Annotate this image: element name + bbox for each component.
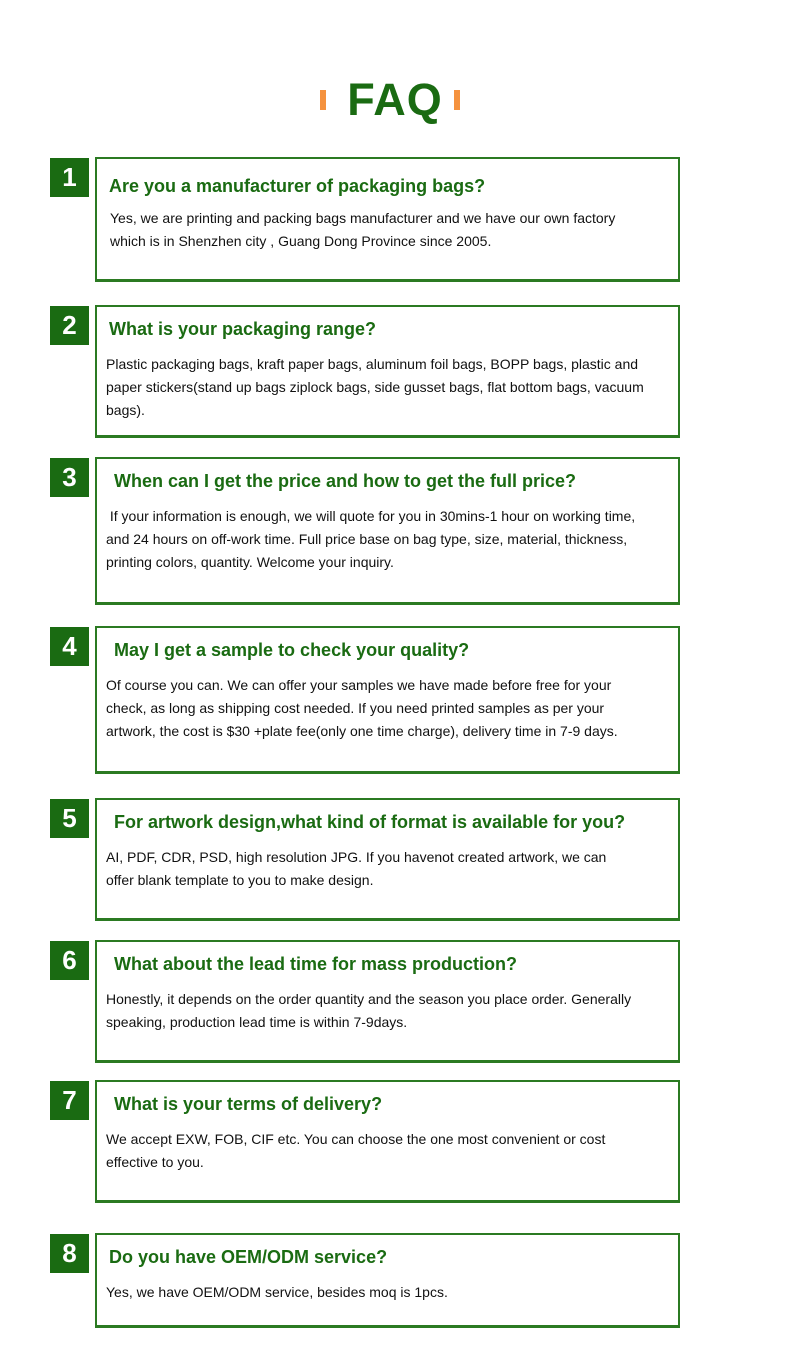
faq-answer-line: Yes, we have OEM/ODM service, besides moq is 1pcs. [106, 1284, 448, 1300]
faq-answer-line: printing colors, quantity. Welcome your inquiry. [106, 554, 394, 570]
faq-answer [110, 207, 670, 253]
faq-answer-line: effective to you. [106, 1154, 204, 1170]
faq-answer [106, 674, 666, 743]
faq-answer-box [95, 626, 680, 774]
faq-answer-line: Yes, we are printing and packing bags manufacturer and we have our own factory [110, 210, 616, 226]
faq-answer-box [95, 798, 680, 921]
faq-answer-line: speaking, production lead time is within 7-9days. [106, 1014, 408, 1030]
faq-answer-box [95, 1080, 680, 1203]
faq-number-badge: 2 [50, 306, 89, 345]
faq-answer-box [95, 305, 680, 438]
faq-answer-line: AI, PDF, CDR, PSD, high resolution JPG. If you havenot created artwork, we can [106, 849, 607, 865]
faq-number-badge: 8 [50, 1234, 89, 1273]
faq-answer-line: paper stickers(stand up bags ziplock bags, side gusset bags, flat bottom bags, vacuum [106, 379, 644, 395]
faq-answer-box [95, 457, 680, 605]
faq-answer-line: check, as long as shipping cost needed. If you need printed samples as per your [106, 700, 605, 716]
faq-answer [106, 1281, 666, 1304]
faq-number-badge: 4 [50, 627, 89, 666]
faq-answer [106, 988, 666, 1034]
faq-answer [106, 505, 666, 574]
faq-question: For artwork design,what kind of format is available for you? [114, 812, 626, 832]
faq-answer-box [95, 157, 680, 282]
faq-question: Do you have OEM/ODM service? [109, 1247, 388, 1267]
faq-question: When can I get the price and how to get the full price? [114, 471, 577, 491]
faq-question: What is your packaging range? [109, 319, 377, 339]
faq-answer-line: If your information is enough, we will quote for you in 30mins-1 hour on working time, [106, 508, 636, 524]
faq-answer-line: bags). [106, 402, 145, 418]
faq-number-badge: 6 [50, 941, 89, 980]
faq-question: What is your terms of delivery? [114, 1094, 383, 1114]
faq-question: May I get a sample to check your quality? [114, 640, 470, 660]
faq-answer-box [95, 1233, 680, 1328]
faq-number-badge: 7 [50, 1081, 89, 1120]
faq-answer-line: Honestly, it depends on the order quantity and the season you place order. Generally [106, 991, 632, 1007]
faq-number-badge: 1 [50, 158, 89, 197]
page-title: FAQ [347, 74, 443, 125]
faq-answer [106, 1128, 666, 1174]
faq-answer [106, 353, 666, 422]
faq-number-badge: 3 [50, 458, 89, 497]
faq-answer-line: which is in Shenzhen city , Guang Dong Province since 2005. [110, 233, 492, 249]
title-right-accent [454, 90, 460, 110]
faq-question: What about the lead time for mass production? [114, 954, 518, 974]
faq-answer-line: Plastic packaging bags, kraft paper bags, aluminum foil bags, BOPP bags, plastic and [106, 356, 639, 372]
faq-answer-line: artwork, the cost is $30 +plate fee(only one time charge), delivery time in 7-9 days. [106, 723, 618, 739]
faq-number-badge: 5 [50, 799, 89, 838]
faq-answer-line: offer blank template to you to make design. [106, 872, 374, 888]
faq-answer-line: We accept EXW, FOB, CIF etc. You can choose the one most convenient or cost [106, 1131, 606, 1147]
faq-question: Are you a manufacturer of packaging bags? [109, 176, 486, 196]
faq-answer [106, 846, 666, 892]
faq-answer-line: Of course you can. We can offer your samples we have made before free for your [106, 677, 612, 693]
faq-answer-line: and 24 hours on off-work time. Full price base on bag type, size, material, thickness, [106, 531, 628, 547]
faq-answer-box [95, 940, 680, 1063]
